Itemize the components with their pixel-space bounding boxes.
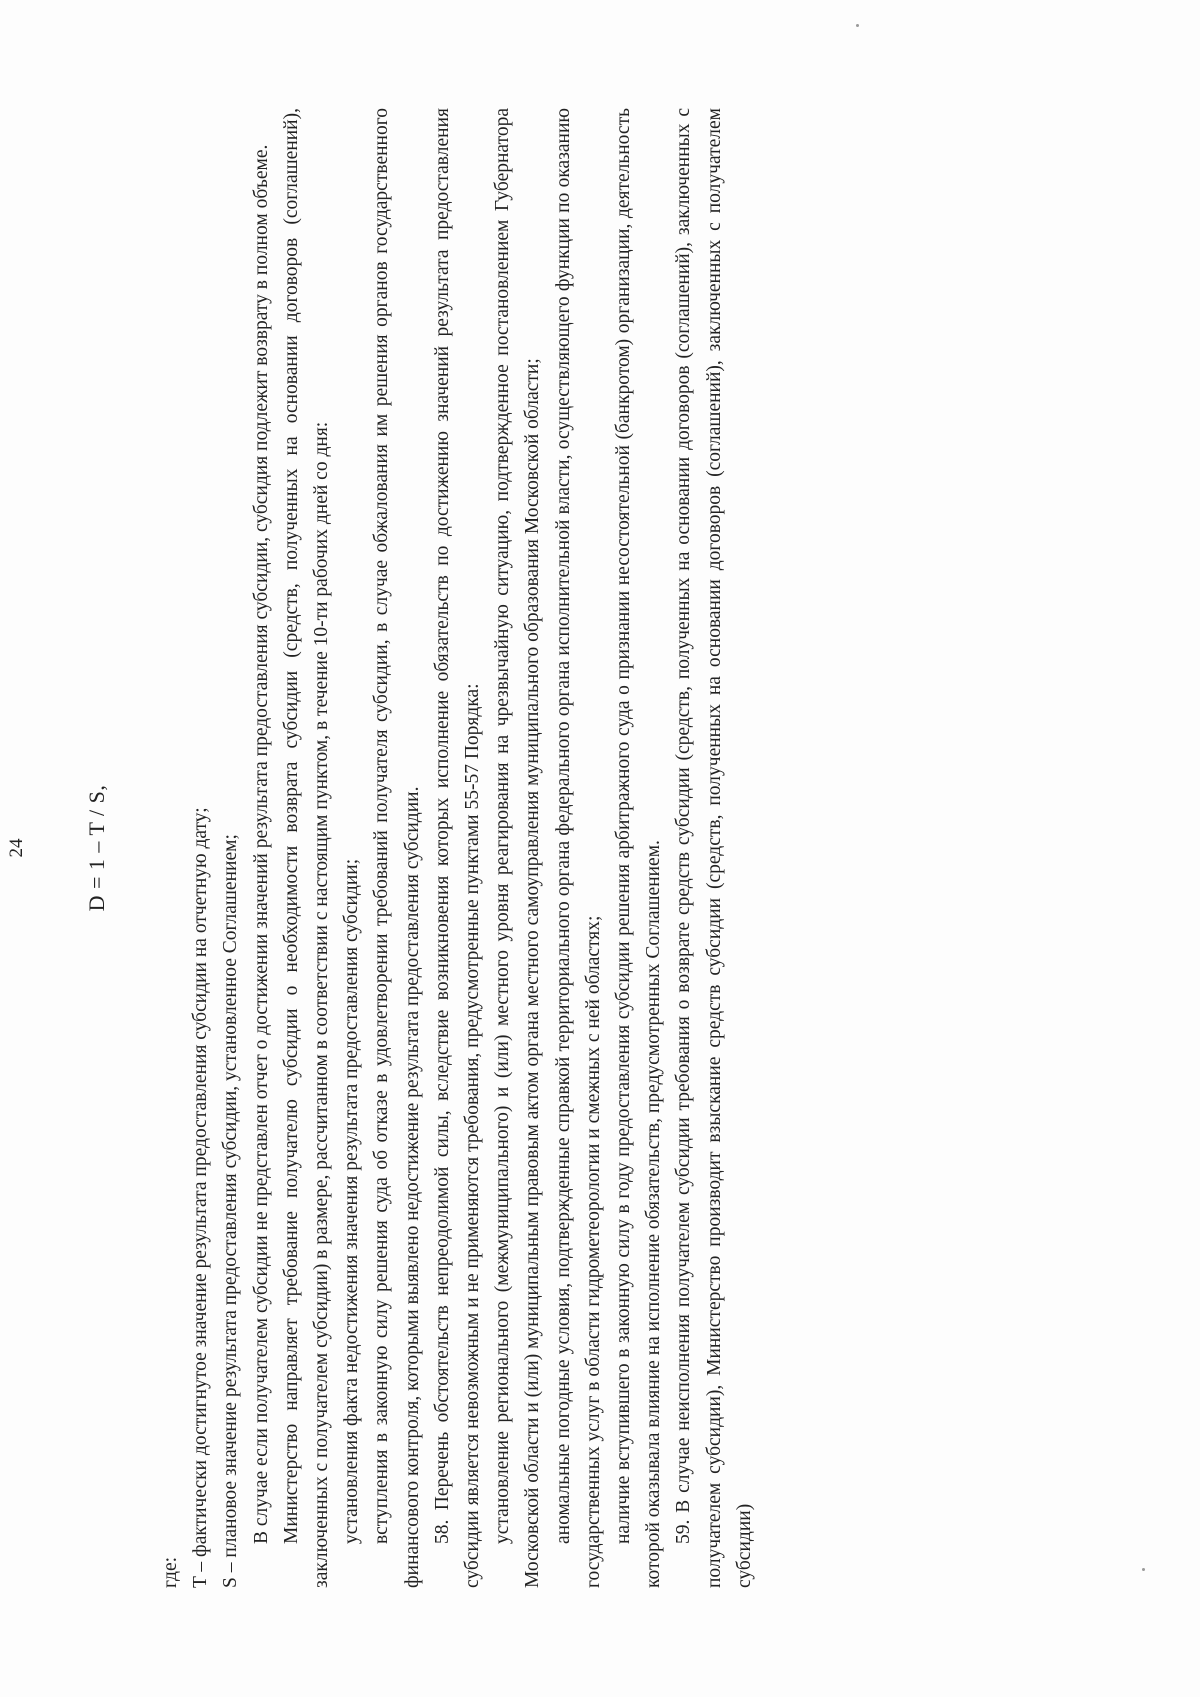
rotated-document-content (0, 108, 980, 1588)
paragraph-definition-s: S – плановое значение результата предоставления субсидии, установленное Соглашением; (220, 834, 242, 1588)
paragraph-fact-established: установления факта недостижения значения результата предоставления субсидии; (341, 858, 363, 1544)
paragraph-intro: где: (160, 1556, 181, 1588)
paragraph-emergency: установление регионального (межмуниципального) и (или) местного уровня реагирования на чрезвычайную ситуацию, подтвержденное постановлением Губернатора Московской области и (или) муниципальным правовым актом органа местного самоуправления муниципального образования Московской области; (492, 108, 544, 1588)
scan-speck (1142, 1568, 1145, 1571)
scan-speck (856, 24, 859, 27)
paragraph-58: 58. Перечень обстоятельств непреодолимой силы, вследствие возникновения которых исполнение обязательств по достижению значений результата предоставления субсидии является невозможным и не применяются требования, предусмотренные пунктами 55-57 Порядка: (431, 108, 484, 1588)
page-number: 24 (6, 838, 27, 858)
paragraph-59: 59. В случае неисполнения получателем субсидии требования о возврате средств субсидии (средств, полученных на основании договоров (соглашений), заключенных с получателем субсидии), Министерство производит взыскание средств субсидии (средств, полученных на основании договоров (соглашений), заключенных с получателем субсидии) (673, 108, 755, 1588)
paragraph-court-decision: вступления в законную силу решения суда об отказе в удовлетворении требований получателя субсидии, в случае обжалования им решения органов государственного финансового контроля, которыми выявлено недостижение результата предоставления субсидии. (371, 108, 423, 1588)
paragraph-weather: аномальные погодные условия, подтвержденные справкой территориального органа федерального органа исполнительной власти, осуществляющего функции по оказанию государственных услуг в области гидрометеорологии и смежных с ней областях; (552, 108, 604, 1588)
paragraph-no-report: В случае если получателем субсидии не представлен отчет о достижении значений результата предоставления субсидии, субсидия подлежит возврату в полном объеме. (250, 144, 272, 1544)
paragraph-ministry-requirement: Министерство направляет требование получателю субсидии о необходимости возврата субсидии (средств, полученных на основании договоров (соглашений), заключенных с получателем субсидии) в размере, рассчитанном в соответствии с настоящим пунктом, в течение 10-ти рабочих дней со дня: (280, 108, 333, 1588)
document-body (156, 108, 760, 1588)
paragraph-definition-t: T – фактически достигнутое значение результата предоставления субсидии на отчетную дату; (190, 807, 212, 1588)
formula: D = 1 – T / S, (84, 784, 109, 912)
paragraph-bankruptcy: наличие вступившего в законную силу в году предоставления субсидии решения арбитражного суда о признании несостоятельной (банкротом) организации, деятельность которой оказывала влияние на исполнение обязательств, предусмотренных Соглашением. (613, 108, 665, 1588)
